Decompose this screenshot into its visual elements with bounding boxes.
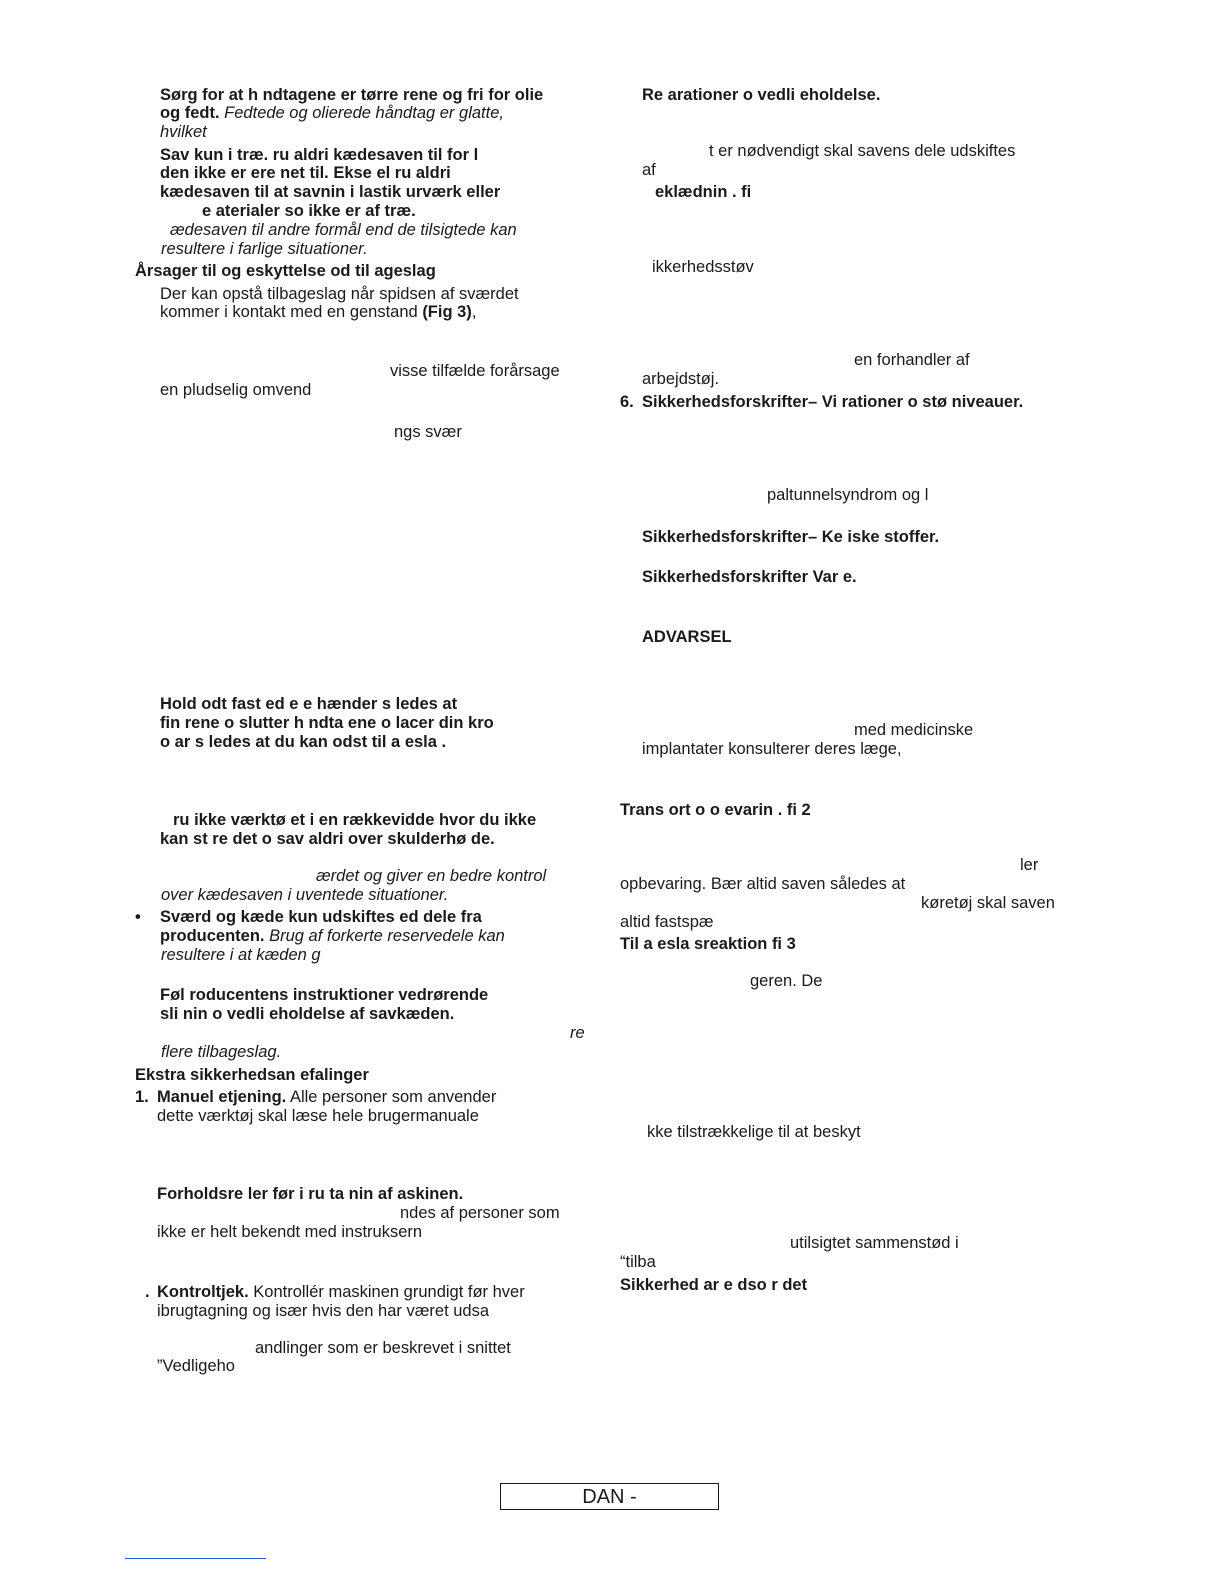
text-line: Føl roducentens instruktioner vedrørende [160,986,489,1004]
section-heading: Sikkerhedsforskrifter– Ke iske stoffer. [642,528,940,546]
text-line: over kædesaven i uventede situationer. [161,886,449,904]
item-title: Forholdsre ler før i ru ta nin af askinen. [157,1185,464,1203]
text-line: resultere i at kæden g [161,946,321,964]
text-line: paltunnelsyndrom og l [767,486,929,504]
text-line [160,303,476,322]
text-line: t er nødvendigt skal savens dele udskiftes [709,142,1016,160]
bullet-icon: • [135,908,141,926]
text-line: e aterialer so ikke er af træ. [202,202,416,220]
item-title: Manuel etjening. [157,1088,287,1106]
text-line: sli nin o vedli eholdelse af savkæden. [160,1005,455,1023]
text-run: , [471,303,477,321]
section-heading: eklædnin . fi [655,183,752,201]
text-line: dette værktøj skal læse hele brugermanuale [157,1107,479,1125]
text-run: Alle personer som anvender [289,1088,497,1106]
text-line: implantater konsulterer deres læge, [642,740,902,758]
text-line: ru ikke værktø et i en rækkevidde hvor du ikke [173,811,537,829]
text-line: “tilba [620,1253,656,1271]
text-line: Der kan opstå tilbageslag når spidsen af sværdet [160,285,519,303]
text-line: o ar s ledes at du kan odst til a esla . [160,733,447,751]
text-line: fin rene o slutter h ndta ene o lacer din kro [160,714,494,732]
italic-phrase: Fedtede og olierede håndtag er glatte, [224,104,504,122]
text-line: ler [1020,856,1039,874]
section-heading: Sikkerhed ar e dso r det [620,1276,808,1294]
bold-phrase: producenten. [160,927,265,945]
item-title: Kontroltjek. [157,1283,249,1301]
text-line: kædesaven til at savnin i lastik urværk eller [160,183,501,201]
item-title: Sikkerhedsforskrifter– Vi rationer o stø niveauer. [642,393,1024,411]
text-line [157,1283,525,1302]
item-number: . [145,1283,150,1301]
section-heading: Re arationer o vedli eholdelse. [642,86,881,104]
text-line [157,1088,496,1107]
text-line: altid fastspæ [620,913,714,931]
text-line: af [642,161,656,179]
text-line: ikkerhedsstøv [652,258,754,276]
section-heading: Trans ort o o evarin . fi 2 [620,801,811,819]
text-line: en pludselig omvend [160,381,312,399]
text-run: kommer i kontakt med en genstand [160,303,418,321]
italic-phrase: Brug af forkerte reservedele kan [269,927,505,945]
text-line: resultere i farlige situationer. [161,240,368,258]
section-heading: Til a esla sreaktion fi 3 [620,935,796,953]
text-line: andlinger som er beskrevet i snittet [255,1339,511,1357]
text-line: den ikke er ere net til. Ekse el ru aldri [160,164,451,182]
text-run: Kontrollér maskinen grundigt før hver [253,1283,525,1301]
figure-reference: (Fig 3) [422,303,472,321]
text-line: Sværd og kæde kun udskiftes ed dele fra [160,908,482,926]
text-line: ikke er helt bekendt med instruksern [157,1223,423,1241]
item-number: 6. [620,393,634,411]
text-line: visse tilfælde forårsage [390,362,560,380]
section-heading: Ekstra sikkerhedsan efalinger [135,1066,369,1084]
text-line: køretøj skal saven [921,894,1055,912]
text-line: kke tilstrækkelige til at beskyt [647,1123,861,1141]
text-line: ndes af personer som [400,1204,560,1222]
text-line: ngs svær [394,423,462,441]
text-line: ædesaven til andre formål end de tilsigtede kan [170,221,517,239]
text-line: kan st re det o sav aldri over skulderhø de. [160,830,495,848]
text-line: re [570,1024,585,1042]
text-line: Sørg for at h ndtagene er tørre rene og fri for olie [160,86,544,104]
text-line: geren. De [750,972,823,990]
page-number-box [500,1483,719,1510]
text-line: opbevaring. Bær altid saven således at [620,875,906,893]
text-line: arbejdstøj. [642,370,720,388]
text-line: flere tilbageslag. [161,1043,282,1061]
text-line [160,927,505,946]
text-line: Sav kun i træ. ru aldri kædesaven til for l [160,146,479,164]
text-line [160,104,504,123]
text-line: ibrugtagning og især hvis den har været udsa [157,1302,490,1320]
section-heading: Årsager til og eskyttelse od til ageslag [135,262,436,280]
page-label: DAN - [582,1486,637,1508]
bold-phrase: og fedt. [160,104,220,122]
section-heading: Sikkerhedsforskrifter Var e. [642,568,857,586]
footnote-rule [125,1558,266,1559]
text-line: ”Vedligeho [157,1357,235,1375]
item-number: 1. [135,1088,149,1106]
text-line: Hold odt fast ed e e hænder s ledes at [160,695,458,713]
text-line: hvilket [160,123,207,141]
text-line: utilsigtet sammenstød i [790,1234,959,1252]
text-line: ærdet og giver en bedre kontrol [316,867,547,885]
text-line: en forhandler af [854,351,970,369]
text-line: med medicinske [854,721,974,739]
warning-heading: ADVARSEL [642,628,732,646]
